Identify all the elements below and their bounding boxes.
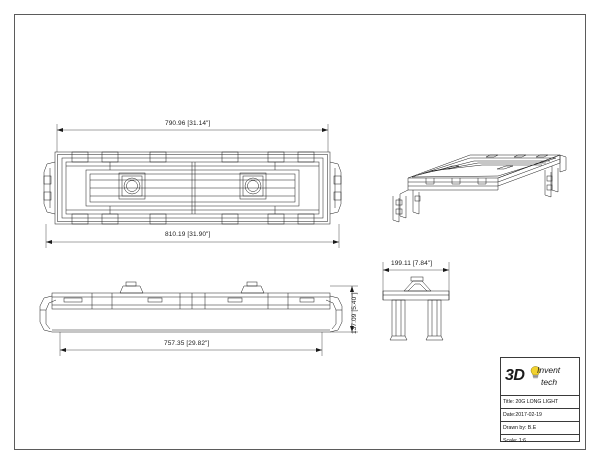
title-block bbox=[500, 357, 580, 442]
iso-view-geometry bbox=[393, 155, 566, 222]
logo-tech-text: tech bbox=[541, 377, 558, 387]
side-view-geometry bbox=[383, 277, 449, 340]
titleblock-row-date: Date:2017-02-19 bbox=[501, 409, 579, 422]
titleblock-row-drawn-by: Drawn by: B.E bbox=[501, 422, 579, 435]
titleblock-row-title: Title: 20G LONG LIGHT bbox=[501, 396, 579, 409]
dimension-label-790: 790.96 [31.14"] bbox=[165, 120, 211, 127]
front-view-geometry bbox=[40, 282, 342, 332]
company-logo bbox=[501, 358, 579, 396]
dimension-790 bbox=[57, 124, 328, 152]
logo-3d-text: 3D bbox=[505, 367, 525, 384]
top-view-geometry bbox=[44, 152, 341, 224]
dimension-label-810: 810.19 [31.90"] bbox=[165, 231, 211, 238]
dimension-label-137: 137.09 [5.40"] bbox=[351, 292, 358, 334]
titleblock-row-scale: Scale: 1:6 bbox=[503, 438, 527, 444]
dimension-label-757: 757.35 [29.82"] bbox=[164, 340, 210, 347]
dimension-label-199: 199.11 [7.84"] bbox=[391, 260, 433, 267]
logo-invent-text: Invent bbox=[537, 365, 561, 375]
